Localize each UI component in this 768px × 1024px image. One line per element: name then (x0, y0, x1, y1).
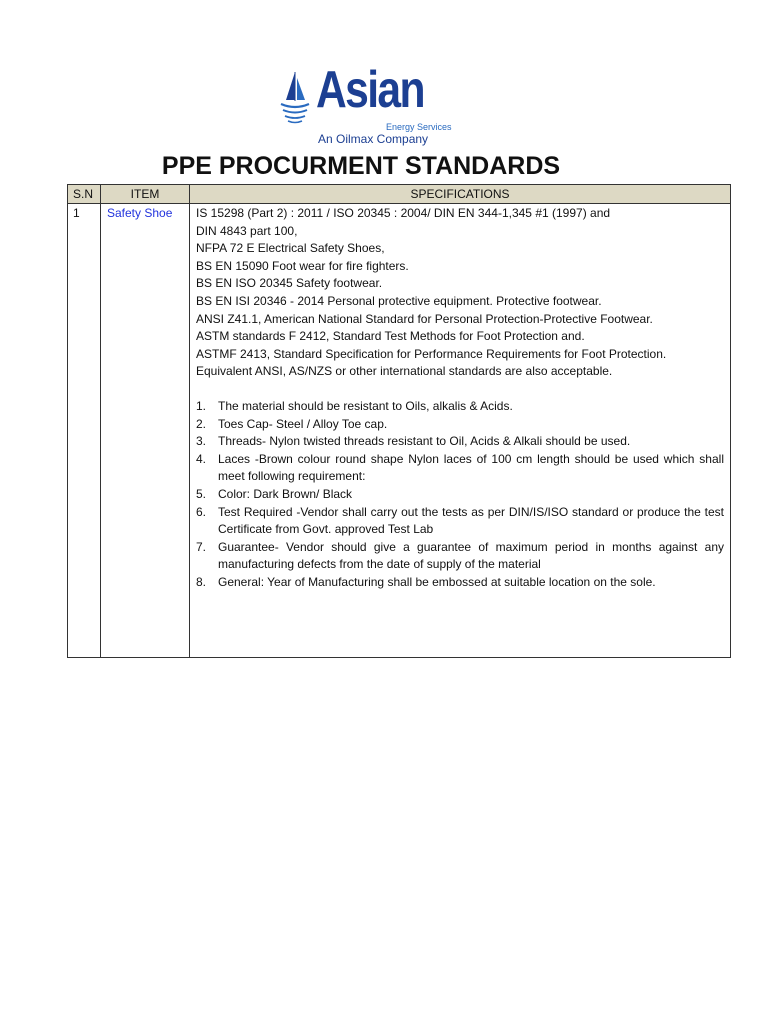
table-header-row (68, 185, 731, 204)
list-item-text: Color: Dark Brown/ Black (218, 486, 353, 501)
list-item-text: General: Year of Manufacturing shall be embossed at suitable location on the sole. (218, 574, 656, 589)
list-item-text: Threads- Nylon twisted threads resistant to Oil, Acids & Alkali should be used. (218, 434, 631, 449)
standard-line: BS EN ISI 20346 - 2014 Personal protective equipment. Protective footwear. (196, 293, 602, 308)
list-item-number: 4. (196, 451, 207, 466)
table-row (68, 204, 731, 658)
list-item-text: The material should be resistant to Oils, alkalis & Acids. (218, 398, 513, 413)
requirements-list (196, 398, 724, 592)
list-item (196, 416, 724, 434)
standard-line: ASTMF 2413, Standard Specification for Performance Requirements for Foot Protection. (196, 346, 667, 361)
standard-line: ASTM standards F 2412, Standard Test Methods for Foot Protection and. (196, 329, 585, 344)
logo-brand-name: Asian (316, 61, 424, 119)
specification-table (67, 184, 731, 658)
list-item-number: 1. (196, 398, 207, 413)
standard-line: ANSI Z41.1, American National Standard for Personal Protection-Protective Footwear. (196, 311, 653, 326)
company-logo (278, 61, 452, 150)
logo-company-name: An Oilmax Company (318, 132, 429, 146)
list-item-text: Laces -Brown colour round shape Nylon laces of 100 cm length should be used which shall meet following requirement: (218, 451, 724, 484)
standard-line: BS EN ISO 20345 Safety footwear. (196, 276, 383, 291)
cell-item: Safety Shoe (101, 204, 190, 658)
document-title: PPE PROCURMENT STANDARDS (161, 152, 561, 180)
standard-line: NFPA 72 E Electrical Safety Shoes, (196, 241, 385, 256)
list-item-number: 7. (196, 539, 207, 554)
list-item (196, 504, 724, 539)
standard-line: IS 15298 (Part 2) : 2011 / ISO 20345 : 2004/ DIN EN 344-1,345 #1 (1997) and (196, 206, 611, 220)
sailboat-logo-icon (278, 70, 312, 126)
list-item-number: 5. (196, 486, 207, 501)
standards-list (196, 205, 724, 381)
list-item-number: 2. (196, 416, 207, 431)
list-item-number: 8. (196, 574, 207, 589)
cell-specifications (190, 204, 731, 658)
list-item (196, 451, 724, 486)
standard-line: BS EN 15090 Foot wear for fire fighters. (196, 258, 409, 273)
list-item-text: Toes Cap- Steel / Alloy Toe cap. (218, 416, 388, 431)
list-item (196, 539, 724, 574)
header-item: ITEM (101, 185, 190, 204)
list-item-text: Guarantee- Vendor should give a guarantee of maximum period in months against any manufacturing defects from the date of supply of the material (218, 539, 724, 572)
list-item-number: 3. (196, 434, 207, 449)
header-sn: S.N (68, 185, 101, 204)
list-item-text: Test Required -Vendor shall carry out the tests as per DIN/IS/ISO standard or produce the test Certificate from Govt. approved Test Lab (218, 504, 724, 537)
standard-line: Equivalent ANSI, AS/NZS or other international standards are also acceptable. (196, 364, 613, 379)
standard-line: DIN 4843 part 100, (196, 223, 298, 238)
logo-tagline: Energy Services (386, 122, 452, 132)
list-item-number: 6. (196, 504, 207, 519)
header-specifications: SPECIFICATIONS (190, 185, 731, 204)
list-item (196, 574, 724, 592)
cell-sn: 1 (68, 204, 101, 658)
list-item (196, 486, 724, 504)
list-item (196, 433, 724, 451)
list-item (196, 398, 724, 416)
